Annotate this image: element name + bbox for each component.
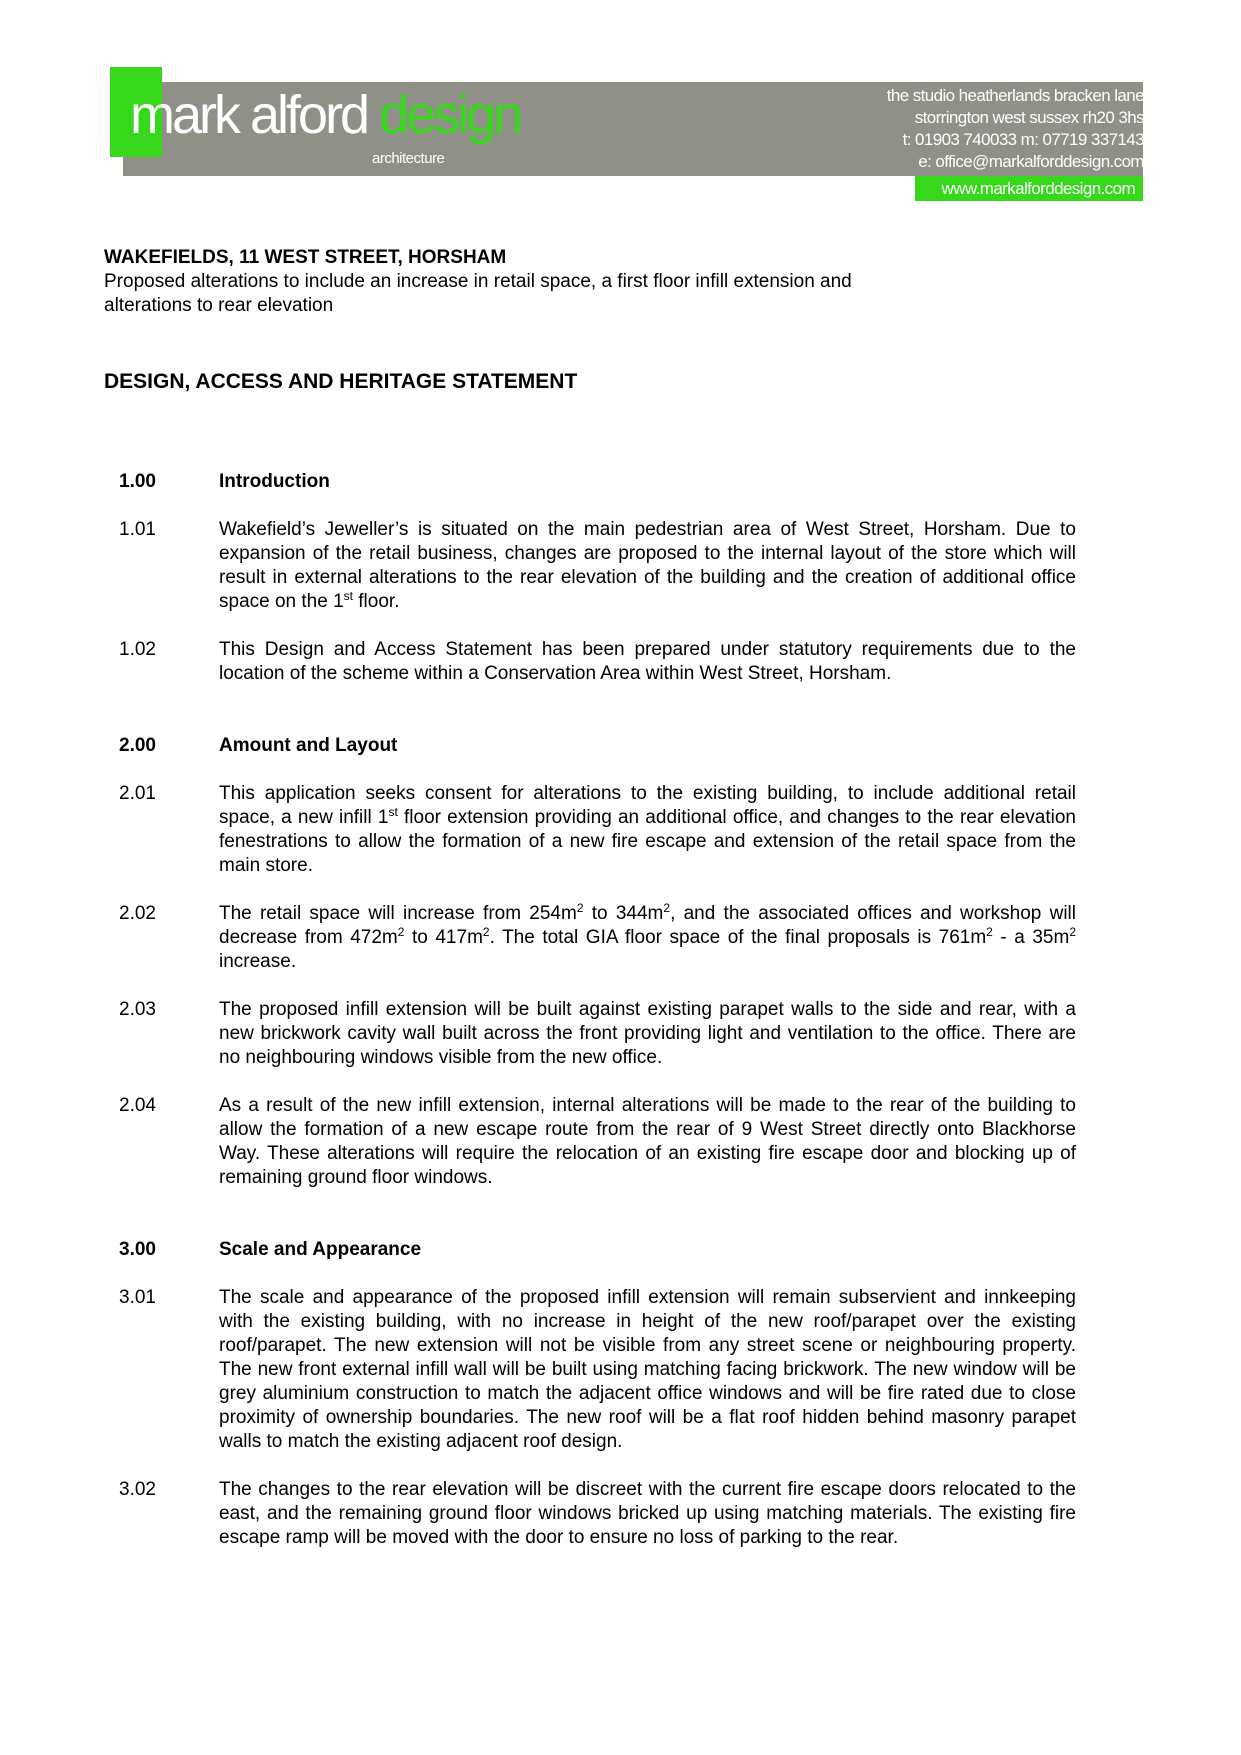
paragraph-3-01	[104, 1286, 1076, 1454]
document-body	[104, 470, 1076, 1550]
paragraph-2-04	[104, 1094, 1076, 1190]
company-address	[887, 85, 1144, 173]
paragraph-number: 2.01	[119, 783, 156, 804]
paragraph-text-part: - a 35m	[992, 927, 1070, 948]
superscript: 2	[576, 901, 584, 915]
paragraph-1-02	[104, 638, 1076, 686]
paragraph-text-part: floor extension providing an additional office, and changes to the rear elevation fenestrations to allow the formation of a new fire escape and extension of the retail space from the main store.	[219, 807, 1076, 876]
paragraph-text-part: This application seeks consent for alterations to the existing building, to include additional retail space, a new infill 1	[219, 783, 1076, 828]
section-heading-amount-layout	[104, 734, 1076, 758]
paragraph-text-part: to 344m	[583, 903, 664, 924]
project-description-line2: alterations to rear elevation	[104, 295, 334, 316]
website-link[interactable]: www.markalforddesign.com	[915, 176, 1143, 201]
paragraph-number: 3.02	[119, 1479, 156, 1500]
paragraph-text-part: , and the associated offices and workshop will decrease from 472m	[219, 903, 1076, 948]
brand-name-part1: mar	[130, 85, 214, 145]
paragraph-text-part: increase.	[219, 951, 297, 972]
section-number: 2.00	[119, 735, 156, 756]
superscript: 2	[397, 925, 405, 939]
paragraph-text-part: Wakefield’s Jeweller’s is situated on the main pedestrian area of West Street, Horsham. Due to expansion of the retail business, changes are proposed to the internal layout of the store which will result in external alterations to the rear elevation of the building and the creation of additional office space on the 1	[219, 519, 1076, 612]
address-line: the studio heatherlands bracken lane	[886, 86, 1144, 105]
project-header	[104, 246, 1004, 318]
paragraph-number: 2.02	[119, 903, 156, 924]
paragraph-text	[219, 902, 1076, 974]
paragraph-2-02	[104, 902, 1076, 974]
paragraph-1-01	[104, 518, 1076, 614]
brand-name-part2: k alford	[214, 85, 380, 145]
project-title: WAKEFIELDS, 11 WEST STREET, HORSHAM	[104, 247, 507, 268]
superscript: 2	[482, 925, 490, 939]
paragraph-number: 1.02	[119, 639, 156, 660]
paragraph-number: 2.03	[119, 999, 156, 1020]
superscript: 2	[986, 925, 993, 939]
paragraph-text: This Design and Access Statement has been prepared under statutory requirements due to the location of the scheme within a Conservation Area within West Street, Horsham.	[219, 639, 1076, 684]
paragraph-text-part: The retail space will increase from 254m	[219, 903, 577, 924]
paragraph-text	[219, 782, 1076, 878]
paragraph-number: 3.01	[119, 1287, 156, 1308]
superscript: 2	[663, 901, 671, 915]
section-number: 3.00	[119, 1239, 156, 1260]
superscript: st	[343, 589, 353, 603]
email-line: e: office@markalforddesign.com	[918, 152, 1144, 171]
paragraph-text	[219, 518, 1076, 614]
paragraph-text: The changes to the rear elevation will be discreet with the current fire escape doors relocated to the east, and the remaining ground floor windows bricked up using matching materials. The existing fire escape ramp will be moved with the door to ensure no loss of parking to the rear.	[219, 1479, 1076, 1548]
brand-logo	[130, 85, 521, 145]
paragraph-number: 2.04	[119, 1095, 156, 1116]
paragraph-text-part: floor.	[353, 591, 400, 612]
section-heading-scale-appearance	[104, 1238, 1076, 1262]
superscript: 2	[1069, 925, 1076, 939]
address-line: storrington west sussex rh20 3hs	[914, 108, 1144, 127]
paragraph-text-part: . The total GIA floor space of the final proposals is 761m	[489, 927, 987, 948]
section-number: 1.00	[119, 471, 156, 492]
statement-title: DESIGN, ACCESS AND HERITAGE STATEMENT	[104, 370, 578, 393]
section-title: Scale and Appearance	[219, 1239, 422, 1260]
project-description-line1: Proposed alterations to include an increase in retail space, a first floor infill extension and	[104, 271, 852, 292]
paragraph-text: The proposed infill extension will be built against existing parapet walls to the side and rear, with a new brickwork cavity wall built across the front providing light and ventilation to the office. There are no neighbouring windows visible from the new office.	[219, 999, 1076, 1068]
paragraph-text-part: to 417m	[404, 927, 483, 948]
paragraph-text: As a result of the new infill extension, internal alterations will be made to the rear of the building to allow the formation of a new escape route from the rear of 9 West Street directly onto Blackhorse Way. These alterations will require the relocation of an existing fire escape door and blocking up of remaining ground floor windows.	[219, 1095, 1076, 1188]
section-title: Introduction	[219, 471, 330, 492]
section-heading-introduction	[104, 470, 1076, 494]
brand-subtitle: architecture	[372, 150, 445, 167]
paragraph-3-02	[104, 1478, 1076, 1550]
paragraph-2-01	[104, 782, 1076, 878]
paragraph-text: The scale and appearance of the proposed infill extension will remain subservient and innkeeping with the existing building, with no increase in height of the new roof/parapet over the existing roof/parapet. The new extension will not be visible from any street scene or neighbouring property. The new front external infill wall will be built using matching facing brickwork. The new window will be grey aluminium construction to match the adjacent office windows and will be fire rated due to close proximity of ownership boundaries. The new roof will be a flat roof hidden behind masonry parapet walls to match the existing adjacent roof design.	[219, 1287, 1076, 1452]
section-title: Amount and Layout	[219, 735, 398, 756]
brand-name-design: design	[379, 85, 521, 145]
paragraph-2-03	[104, 998, 1076, 1070]
paragraph-number: 1.01	[119, 519, 156, 540]
superscript: st	[388, 805, 398, 819]
phone-line: t: 01903 740033 m: 07719 337143	[902, 130, 1144, 149]
